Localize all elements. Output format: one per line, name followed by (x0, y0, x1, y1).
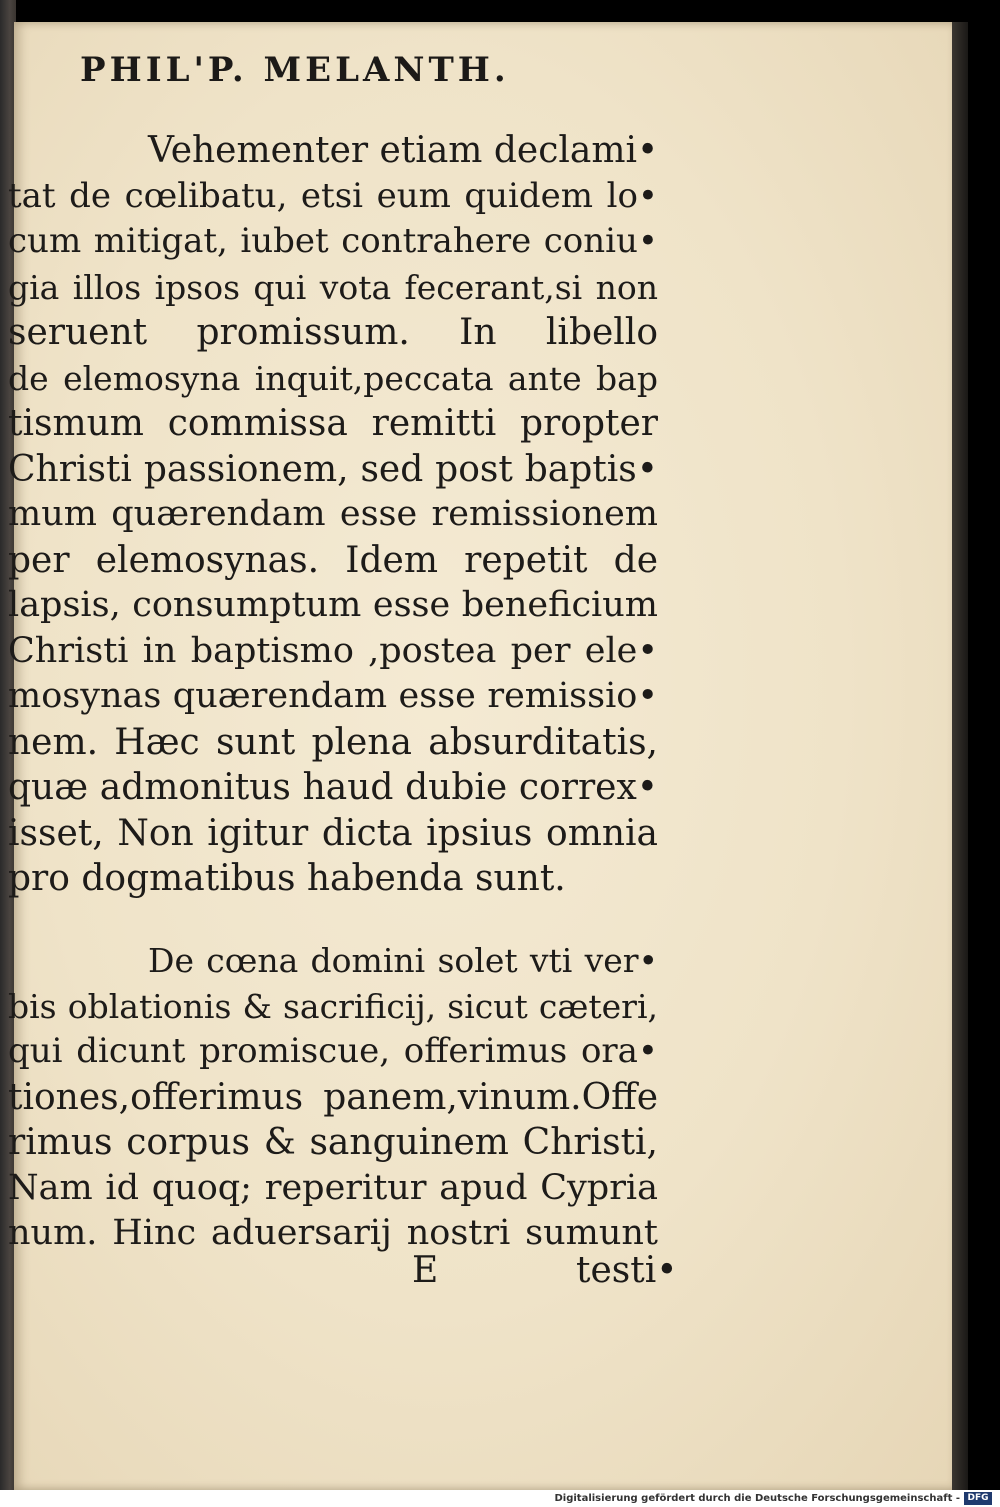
paragraph-1 (8, 128, 658, 902)
text-line: quæ admonitus haud dubie correx• (8, 767, 658, 808)
text-line: tiones,offerimus panem,vinum.Offe (8, 1076, 658, 1118)
running-title: PHIL'P. MELANTH. (80, 50, 510, 90)
dfg-logo-icon: DFG (964, 1492, 992, 1505)
text-line: Vehementer etiam declami• (148, 130, 659, 171)
text-line: gia illos ipsos qui vota fecerant,si non (8, 267, 658, 307)
text-line: Christi passionem, sed post baptis• (8, 448, 658, 490)
text-line: seruent promissum. In libello (8, 312, 658, 353)
text-line: pro dogmatibus habenda sunt. (8, 858, 566, 899)
text-line: isset, Non igitur dicta ipsius omnia (8, 812, 658, 854)
text-line: lapsis, consumptum esse beneficium (8, 585, 658, 625)
text-line: nem. Hæc sunt plena absurditatis, (8, 721, 658, 763)
text-line: mum quærendam esse remissionem (8, 494, 658, 534)
text-line: num. Hinc aduersarij nostri sumunt (8, 1213, 658, 1253)
text-line: per elemosynas. Idem repetit de (8, 539, 658, 581)
text-line: tat de cœlibatu, etsi eum quidem lo• (8, 175, 658, 216)
page-edge (952, 22, 968, 1490)
text-line: qui dicunt promiscue, offerimus ora• (8, 1031, 658, 1071)
text-line: de elemosyna inquit,peccata ante bap (8, 358, 658, 398)
paragraph-2 (8, 938, 658, 1257)
catchword: testi• (576, 1250, 678, 1291)
text-line: Christi in baptismo ,postea per ele• (8, 630, 658, 671)
digitization-credit: Digitalisierung gefördert durch die Deutsche Forschungsgemeinschaft - (554, 1493, 960, 1504)
text-line: De cœna domini solet vti ver• (148, 941, 658, 980)
text-line: Nam id quoq; reperitur apud Cypria (8, 1167, 658, 1208)
text-line: cum mitigat, iubet contrahere coniu• (8, 221, 658, 261)
text-line: mosynas quærendam esse remissio• (8, 676, 658, 716)
signature-mark: E (412, 1250, 439, 1291)
text-line: rimus corpus & sanguinem Christi, (8, 1122, 658, 1163)
text-line: bis oblationis & sacrificij, sicut cæteri, (8, 986, 658, 1026)
text-line: tismum commissa remitti propter (8, 403, 658, 444)
